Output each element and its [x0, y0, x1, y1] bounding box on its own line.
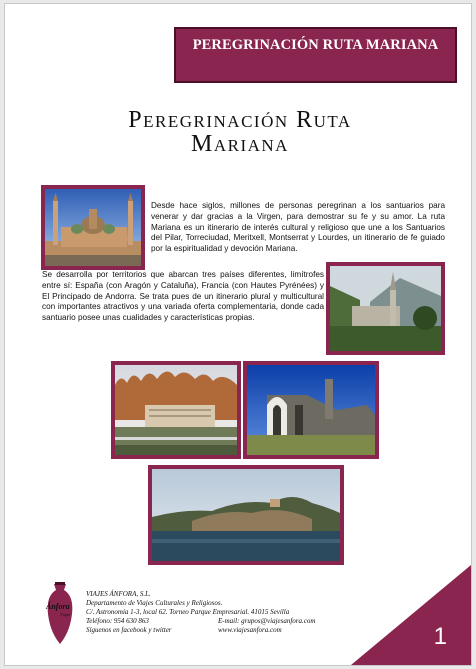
footer [40, 580, 380, 650]
website-link[interactable]: www.viajesanfora.com [218, 626, 282, 634]
address: C/. Astronomía 1-3, local 62. Torneo Parque Empresarial. 41015 Sevilla [86, 608, 290, 616]
logo-text: Ánfora [46, 602, 70, 611]
phone: Teléfono: 954 630 863 [86, 617, 149, 625]
title-line-1: Peregrinación Ruta [128, 107, 352, 133]
photo-basilica-pilar [41, 185, 145, 270]
footer-contact [86, 590, 315, 635]
photo-meritxell [243, 361, 379, 459]
photo-montserrat [111, 361, 241, 459]
description-paragraph: Se desarrolla por territorios que abarcan tres países diferentes, limítrofes entre sí: España (con Aragón y Cataluña), Francia (con Hautes Pyrénées) y El Principado de Andorra. Se trata pues de un itinerario plural y multicultural con importantes atractivos y una variada oferta complementaria, donde cada santuario posee unas cualidades y características propias. [42, 270, 324, 323]
title-line-2: Mariana [191, 131, 289, 157]
document-page [4, 3, 472, 666]
email-link[interactable]: E-mail: grupos@viajesanfora.com [218, 617, 316, 625]
photo-torreciudad [148, 465, 344, 565]
corner-triangle [351, 565, 471, 665]
company-name: VIAJES ÁNFORA, S.L. [86, 590, 151, 598]
anfora-logo [40, 580, 80, 648]
intro-paragraph: Desde hace siglos, millones de personas peregrinan a los santuarios para venerar y dar gracias a la Virgen, para demostrar su fe y su amor. La ruta Mariana es un itinerario de interés cultural y religioso que une a los Santuarios del Pilar, Torreciudad, Meritxell, Montserrat y Lourdes, un itinerario de fe guiado por la espiritualidad y devoción Mariana. [151, 201, 445, 254]
header-banner [174, 27, 457, 83]
department: Departamento de Viajes Culturales y Religiosos. [86, 599, 223, 607]
social-text: Síguenos en facebook y twitter [86, 626, 172, 634]
banner-title: PEREGRINACIÓN RUTA MARIANA [192, 37, 439, 53]
page-number: 1 [433, 623, 447, 650]
photo-lourdes [326, 262, 445, 355]
logo-subtext: Viajes [60, 612, 70, 617]
page-title [45, 108, 435, 156]
